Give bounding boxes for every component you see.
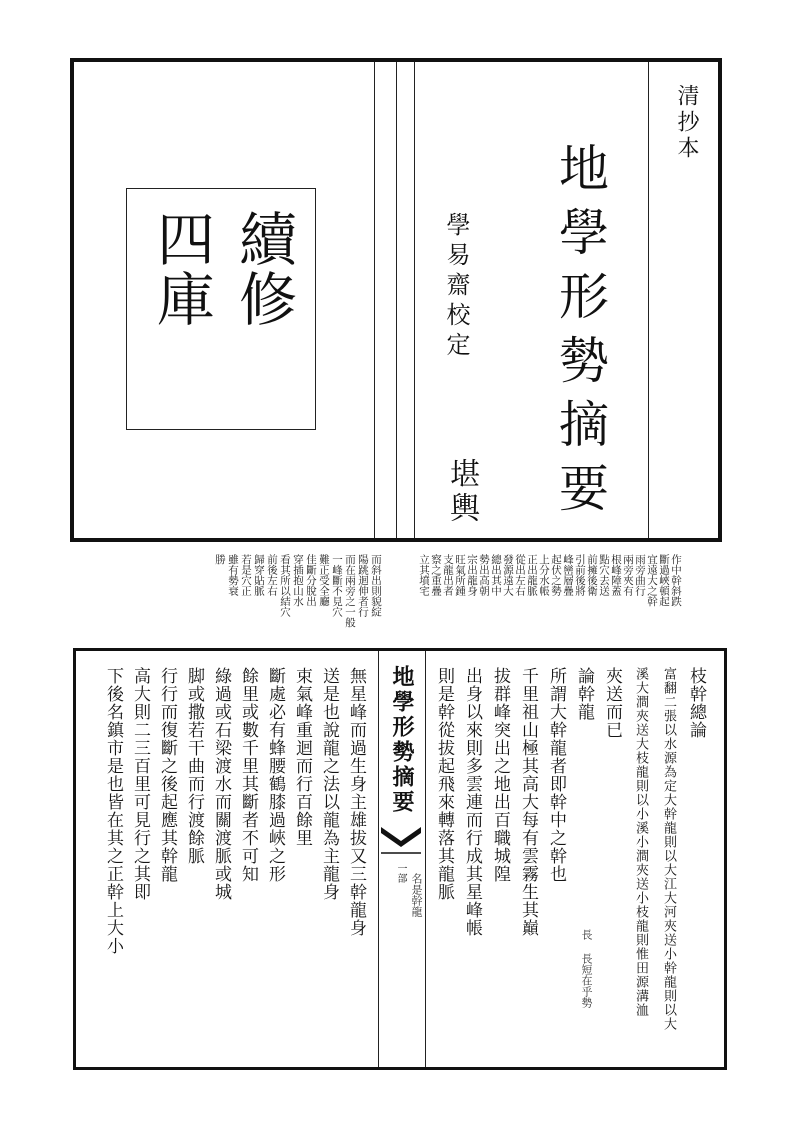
author-note: 名是幹龍 — [410, 873, 423, 917]
note-line: 陽跳迴伸者行 — [357, 554, 369, 617]
edition-label: 清抄本 — [674, 84, 699, 162]
seal-text-left: 四庫 — [147, 209, 215, 329]
note-line: 支龍出者 — [442, 554, 454, 596]
text-column: 綠過或石梁渡水而關渡脈或城 — [211, 667, 231, 901]
text-column: 論幹龍 — [574, 667, 594, 721]
cover-panel — [70, 58, 722, 542]
note-line: 一峰斷不見穴 — [331, 554, 343, 617]
note-line: 根峰障蓋 — [610, 554, 622, 596]
text-column: 所謂大幹龍者即幹中之幹也 — [546, 667, 566, 883]
text-column: 出身以來則多雲連而行成其星峰帳 — [462, 667, 482, 937]
note-line: 點穴去送 — [598, 554, 610, 596]
text-column: 脚或撒若干曲而行渡餘脈 — [184, 667, 204, 865]
note-line: 看其所以結穴 — [279, 554, 291, 617]
note-line: 佳斷分脫出 — [305, 554, 317, 607]
text-column: 夾送而已 — [602, 667, 622, 739]
note-line: 而在兩旁之一般 — [344, 554, 356, 628]
note-line: 宗出龍身 — [466, 554, 478, 596]
note-line: 作中幹斜跌 — [670, 554, 682, 607]
folio-number: 一部 — [395, 863, 406, 883]
note-line: 從出左右 — [514, 554, 526, 596]
spine-title: 地學形勢摘要 — [389, 665, 415, 815]
collection-seal — [126, 188, 316, 430]
text-column: 送是也說龍之法以龍為主龍身 — [319, 667, 339, 901]
cover-divider — [396, 62, 397, 538]
note-line: 難正受全廳 — [318, 554, 330, 607]
note-line: 正出龍脈 — [526, 554, 538, 596]
text-column: 餘里或數千里其斷者不可知 — [238, 667, 258, 883]
category-label: 堪輿 — [444, 458, 479, 526]
text-column: 下後名鎮市是也皆在其之正幹上大小 — [103, 667, 123, 955]
note-line: 勝 — [214, 554, 226, 565]
note-line: 雨旁曲行 — [634, 554, 646, 596]
text-column: 千里祖山極其高大每有雲霧生其巔 — [518, 667, 538, 937]
manuscript-page — [73, 648, 727, 1070]
note-line: 兩旁夾有 — [622, 554, 634, 596]
note-line: 旺氣所鍾 — [454, 554, 466, 596]
text-column: 富翻二張以水源為定大幹龍則以大江大河夾送小幹龍則以大 — [661, 667, 676, 1031]
note-line: 察之重疊 — [430, 554, 442, 596]
text-column: 枝幹總論 — [686, 667, 706, 739]
cover-divider — [648, 62, 649, 538]
note-line: 宜遠大之幹 — [646, 554, 658, 607]
note-line: 雖有勢衰 — [227, 554, 239, 596]
note-line: 而斜出則貌綻 — [370, 554, 382, 617]
fish-tail-mark — [381, 827, 421, 855]
note-line: 峰巒層疊 — [562, 554, 574, 596]
note-line: 穿插抱山水 — [292, 554, 304, 607]
note-line: 前後左右 — [266, 554, 278, 596]
note-line: 斷過峽頓起 — [658, 554, 670, 607]
text-column: 束氣峰重迴而行百餘里 — [292, 667, 312, 847]
note-line: 上分水帳 — [538, 554, 550, 596]
note-line: 發源遠大 — [502, 554, 514, 596]
note-line: 引前後將 — [574, 554, 586, 596]
note-line: 勢出高朝 — [478, 554, 490, 596]
note-line: 總出其中 — [490, 554, 502, 596]
note-line: 立其墳宅 — [418, 554, 430, 596]
seal-text-right: 續修 — [229, 209, 297, 329]
book-title: 地學形勢摘要 — [551, 142, 609, 526]
note-line: 前擁後衛 — [586, 554, 598, 596]
text-column: 斷處必有蜂腰鶴膝過峽之形 — [265, 667, 285, 883]
note-line: 歸穿貼脈 — [253, 554, 265, 596]
length-note: 長 長短在乎勢 — [580, 929, 593, 1008]
text-column: 行行而復斷之後起應其幹龍 — [157, 667, 177, 883]
note-line: 起伏之勢 — [550, 554, 562, 596]
margin-notes — [70, 550, 722, 642]
page-spine — [378, 651, 426, 1067]
cover-divider — [414, 62, 415, 538]
editor-credit: 學易齋校定 — [442, 212, 470, 362]
note-line: 若是穴正 — [240, 554, 252, 596]
text-column: 高大則二三百里可見行之其即 — [130, 667, 150, 901]
text-column: 溪大澗夾送大枝龍則以小溪小澗夾送小枝龍則惟田源溝洫 — [633, 667, 648, 1017]
cover-divider — [374, 62, 375, 538]
text-column: 拔群峰突出之地出百職城隍 — [490, 667, 510, 883]
text-column: 則是幹從拔起飛來轉落其龍脈 — [434, 667, 454, 901]
text-column: 無星峰而過生身主雄拔又三幹龍身 — [346, 667, 366, 937]
